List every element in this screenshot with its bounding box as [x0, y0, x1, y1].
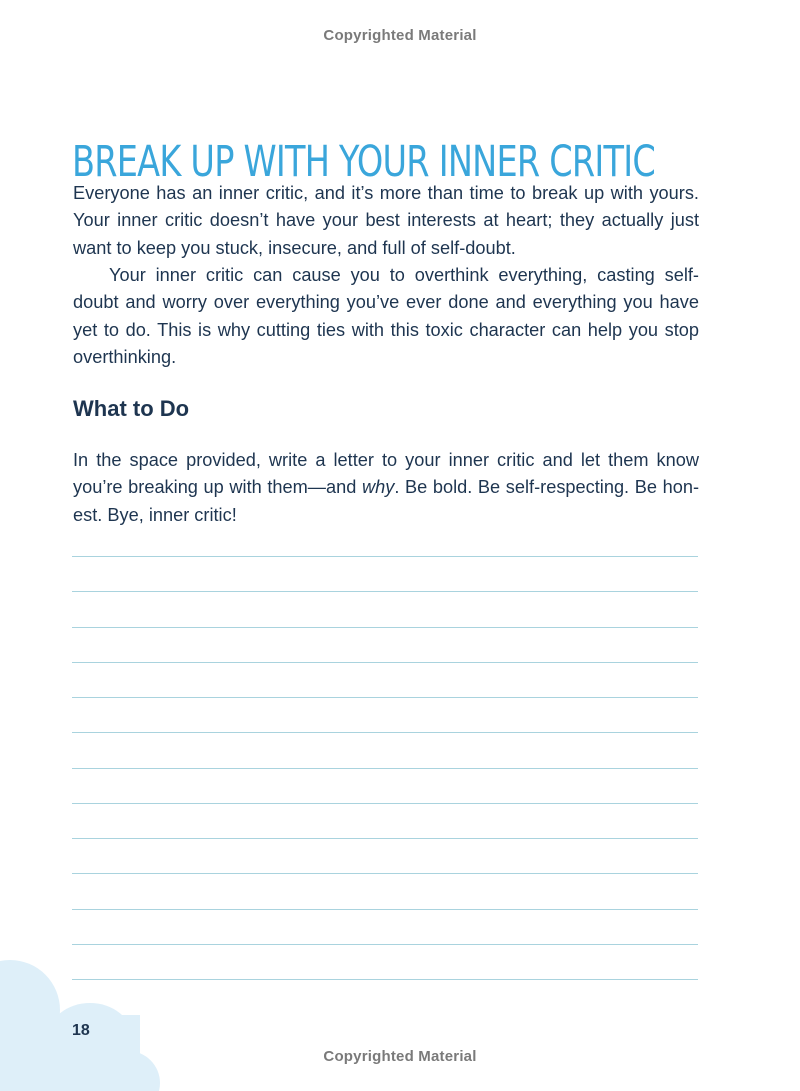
writing-line[interactable]	[72, 732, 698, 733]
writing-line[interactable]	[72, 909, 698, 910]
text-line: yet to do. This is why cutting ties with this toxic character can help you stop	[73, 319, 699, 340]
writing-line[interactable]	[72, 662, 698, 663]
writing-line[interactable]	[72, 591, 698, 592]
text-line: Everyone has an inner critic, and it’s more than time to break up with yours.	[73, 183, 699, 203]
writing-line[interactable]	[72, 838, 698, 839]
copyright-watermark-bottom: Copyrighted Material	[323, 1048, 477, 1065]
page-number: 18	[72, 1022, 90, 1039]
text-segment: you’re breaking up with them—and	[73, 477, 362, 498]
copyright-watermark-top: Copyrighted Material	[323, 27, 477, 44]
writing-line[interactable]	[72, 944, 698, 945]
writing-line[interactable]	[72, 556, 698, 557]
text-line: est. Bye, inner critic!	[73, 504, 237, 525]
writing-line[interactable]	[72, 627, 698, 628]
section-heading: What to Do	[73, 396, 190, 421]
text-line: Your inner critic doesn’t have your best interests at heart; they actually just	[73, 210, 699, 231]
writing-area[interactable]	[72, 0, 698, 1000]
writing-line[interactable]	[72, 697, 698, 698]
writing-line[interactable]	[72, 803, 698, 804]
text-line: want to keep you stuck, insecure, and full of self-doubt.	[73, 237, 516, 258]
page-title: BREAK UP WITH YOUR INNER CRITIC	[72, 136, 656, 187]
text-line: overthinking.	[73, 346, 177, 367]
writing-line[interactable]	[72, 873, 698, 874]
text-line: doubt and worry over everything you’ve ever done and everything you have	[73, 292, 699, 313]
text-line: Your inner critic can cause you to overthink everything, casting self-	[109, 265, 699, 285]
text-segment: . Be bold. Be self-respecting. Be hon-	[394, 477, 700, 498]
emphasis-why: why	[361, 477, 395, 498]
writing-line[interactable]	[72, 768, 698, 769]
text-line: In the space provided, write a letter to your inner critic and let them know	[73, 450, 699, 470]
